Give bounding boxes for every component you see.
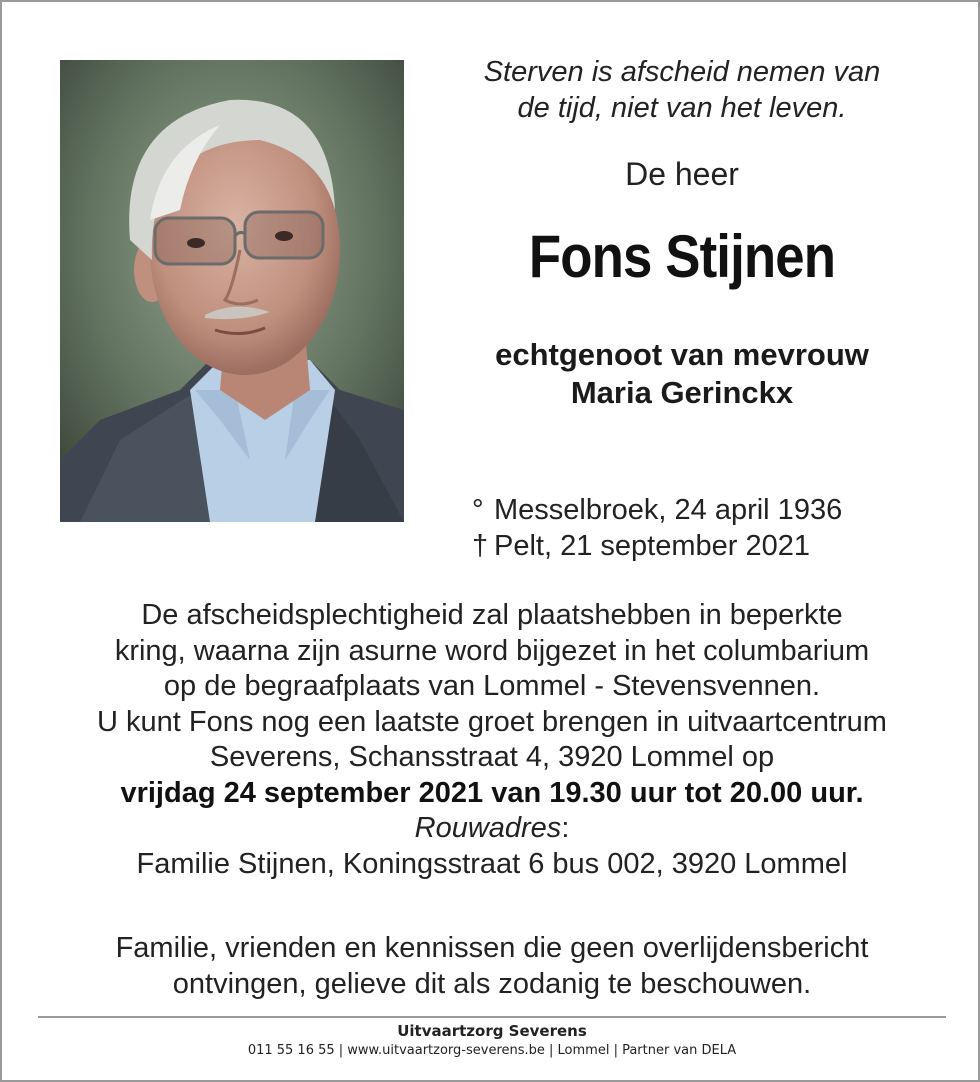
visitation-time: vrijdag 24 september 2021 van 19.30 uur tot 20.00 uur. — [120, 776, 864, 809]
quote-line-2: de tijd, niet van het leven. — [517, 92, 847, 124]
rouwadres-colon: : — [561, 812, 570, 844]
rouwadres-heading — [42, 811, 942, 847]
death-line — [472, 528, 842, 564]
body-line-1: De afscheidsplechtigheid zal plaatshebben in beperkte — [141, 599, 843, 631]
closing-line-2: ontvingen, gelieve dit als zodanig te beschouwen. — [172, 968, 812, 1000]
death-date: Pelt, 21 september 2021 — [494, 530, 810, 562]
closing-line-1: Familie, vrienden en kennissen die geen overlijdensbericht — [115, 932, 869, 964]
funeral-home-name: Uitvaartzorg Severens — [397, 1022, 587, 1040]
portrait-photo — [60, 60, 404, 522]
life-dates — [472, 492, 842, 564]
funeral-home-contact: 011 55 16 55 | www.uitvaartzorg-severens.be | Lommel | Partner van DELA — [247, 1043, 737, 1058]
portrait-illustration — [60, 60, 404, 522]
body-line-3: op de begraafplaats van Lommel - Stevensvennen. — [163, 670, 821, 702]
rouwadres-address: Familie Stijnen, Koningsstraat 6 bus 002, 3920 Lommel — [136, 847, 848, 880]
spouse-name: Maria Gerinckx — [570, 375, 794, 410]
spouse-info — [422, 336, 942, 412]
birth-symbol: ° — [472, 494, 484, 526]
ceremony-text — [42, 598, 942, 882]
deceased-name: Fons Stijnen — [528, 223, 836, 290]
rouwadres-label: Rouwadres — [414, 812, 562, 844]
body-line-2: kring, waarna zijn asurne word bijgezet in het columbarium — [114, 634, 870, 667]
birth-date: Messelbroek, 24 april 1936 — [494, 494, 843, 526]
footer-divider — [38, 1016, 946, 1018]
quote-line-1: Sterven is afscheid nemen van — [483, 56, 881, 88]
cross-icon: † — [472, 530, 489, 562]
body-line-4: U kunt Fons nog een laatste groet brengen in uitvaartcentrum — [97, 705, 887, 738]
body-line-5: Severens, Schansstraat 4, 3920 Lommel op — [209, 741, 775, 773]
birth-line — [472, 492, 842, 528]
honorific: De heer — [625, 156, 739, 192]
spouse-line-1: echtgenoot van mevrouw — [495, 337, 869, 372]
quote — [422, 54, 942, 126]
closing-text — [42, 930, 942, 1002]
